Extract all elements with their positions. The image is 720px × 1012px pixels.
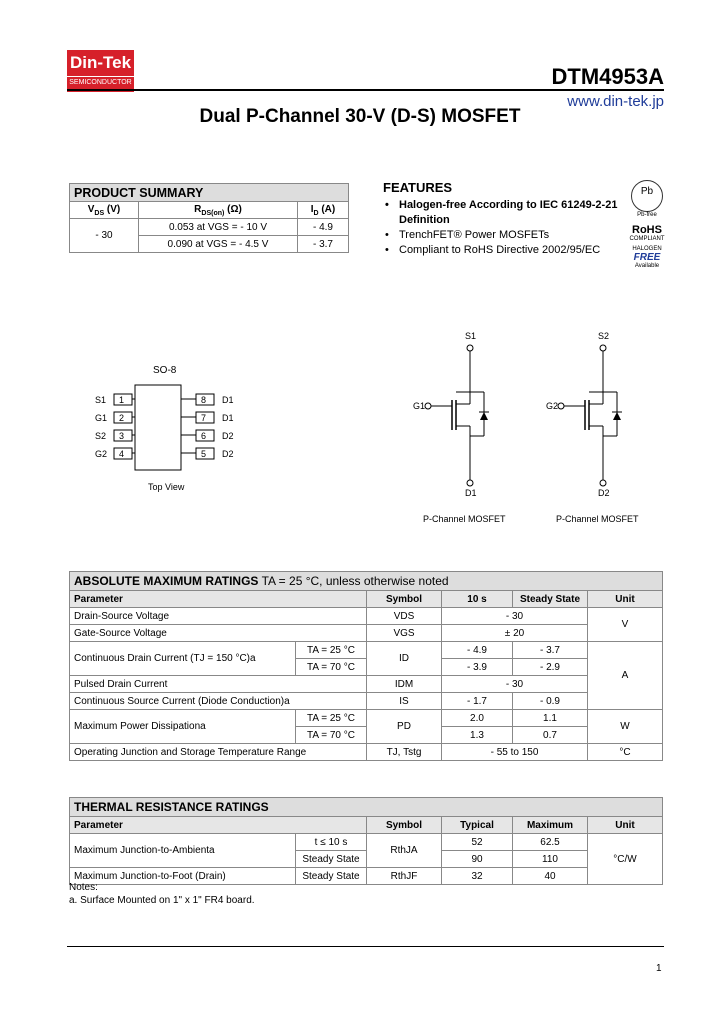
company-logo — [67, 50, 134, 92]
absolute-max-ratings-table — [69, 571, 663, 761]
pin-label: S1 — [95, 395, 107, 405]
pin-number: 8 — [201, 395, 207, 405]
symbol-cell: IS — [367, 693, 442, 710]
feature-item: • Halogen-free According to IEC 61249-2-21 Definition — [385, 198, 630, 228]
value-cell: 52 — [442, 834, 513, 851]
rds-value: 0.090 at VGS = - 4.5 V — [139, 236, 298, 253]
header-divider — [67, 89, 664, 91]
pin-number: 6 — [201, 431, 207, 441]
value-cell: - 2.9 — [513, 659, 588, 676]
pb-free-label: Pb-free — [637, 212, 657, 218]
symbol-cell: ID — [367, 642, 442, 676]
product-summary-table — [69, 183, 349, 253]
website-link[interactable]: www.din-tek.jp — [567, 93, 664, 110]
col-typical: Typical — [442, 817, 513, 834]
unit-cell: A — [588, 642, 663, 710]
value-cell: - 55 to 150 — [442, 744, 588, 761]
features-heading: FEATURES — [383, 180, 453, 195]
value-cell: - 30 — [442, 608, 588, 625]
pb-free-icon: Pb — [631, 180, 663, 212]
pin-label: D2 — [222, 431, 234, 441]
pin-label: G2 — [95, 449, 108, 459]
symbol-cell: VDS — [367, 608, 442, 625]
col-maximum: Maximum — [513, 817, 588, 834]
value-cell: - 1.7 — [442, 693, 513, 710]
feature-item: • Compliant to RoHS Directive 2002/95/EC — [385, 243, 630, 258]
cond-cell: TA = 70 °C — [296, 727, 367, 744]
symbol-cell: IDM — [367, 676, 442, 693]
available-label: Available — [634, 263, 660, 269]
param-cell: Maximum Junction-to-Foot (Drain) — [70, 868, 296, 885]
product-summary-heading: PRODUCT SUMMARY — [70, 184, 349, 202]
footer-divider — [67, 946, 664, 947]
rohs-badge — [628, 180, 666, 269]
notes — [69, 881, 255, 907]
pin-number: 7 — [201, 413, 207, 423]
cond-cell: Steady State — [296, 868, 367, 885]
package-title: SO-8 — [153, 365, 177, 376]
free-label: FREE — [633, 252, 661, 263]
note-a: a. Surface Mounted on 1" x 1" FR4 board. — [69, 895, 255, 906]
param-cell: Gate-Source Voltage — [70, 625, 367, 642]
unit-cell: °C/W — [588, 834, 663, 885]
drain-label: D2 — [598, 488, 610, 498]
pin-label: D1 — [222, 413, 234, 423]
features-list — [385, 198, 630, 258]
param-cell: Continuous Drain Current (TJ = 150 °C)a — [70, 642, 296, 676]
param-cell: Continuous Source Current (Diode Conduction)a — [70, 693, 367, 710]
value-cell: 1.3 — [442, 727, 513, 744]
value-cell: 2.0 — [442, 710, 513, 727]
param-cell: Drain-Source Voltage — [70, 608, 367, 625]
rds-value: 0.053 at VGS = - 10 V — [139, 219, 298, 236]
value-cell: ± 20 — [442, 625, 588, 642]
value-cell: 32 — [442, 868, 513, 885]
value-cell: 0.7 — [513, 727, 588, 744]
cond-cell: Steady State — [296, 851, 367, 868]
param-cell: Pulsed Drain Current — [70, 676, 367, 693]
thermal-heading: THERMAL RESISTANCE RATINGS — [70, 798, 663, 817]
col-parameter: Parameter — [70, 817, 367, 834]
vds-value: - 30 — [70, 219, 139, 253]
schematic-caption: P-Channel MOSFET — [556, 514, 639, 524]
value-cell: - 0.9 — [513, 693, 588, 710]
value-cell: 1.1 — [513, 710, 588, 727]
unit-cell: V — [588, 608, 663, 642]
value-cell: 62.5 — [513, 834, 588, 851]
symbol-cell: TJ, Tstg — [367, 744, 442, 761]
col-rds: $R_{DS(on)}$ (Ω) — [139, 202, 298, 219]
col-unit: Unit — [588, 817, 663, 834]
col-id: $I_D$ (A) — [298, 202, 349, 219]
value-cell: - 30 — [442, 676, 588, 693]
symbol-cell: RthJA — [367, 834, 442, 868]
compliant-label: COMPLIANT — [629, 236, 665, 242]
col-symbol: Symbol — [367, 591, 442, 608]
logo-text: Din-Tek — [69, 53, 132, 72]
pin-number: 5 — [201, 449, 207, 459]
pin-number: 3 — [119, 431, 125, 441]
thermal-resistance-table — [69, 797, 663, 885]
value-cell: - 3.9 — [442, 659, 513, 676]
unit-cell: °C — [588, 744, 663, 761]
unit-cell: W — [588, 710, 663, 744]
gate-label: G2 — [546, 401, 559, 411]
part-number: DTM4953A — [551, 64, 664, 89]
logo-subtext: SEMICONDUCTOR — [67, 76, 134, 86]
pin-number: 4 — [119, 449, 125, 459]
col-10s: 10 s — [442, 591, 513, 608]
gate-label: G1 — [413, 401, 426, 411]
pin-label: D1 — [222, 395, 234, 405]
value-cell: - 3.7 — [513, 642, 588, 659]
id-value: - 3.7 — [298, 236, 349, 253]
param-cell: Operating Junction and Storage Temperature Range — [70, 744, 367, 761]
cond-cell: TA = 25 °C — [296, 710, 367, 727]
rohs-label: RoHS — [632, 224, 662, 236]
col-unit: Unit — [588, 591, 663, 608]
pin-number: 2 — [119, 413, 125, 423]
pin-label: S2 — [95, 431, 107, 441]
col-parameter: Parameter — [70, 591, 367, 608]
page-number: 1 — [656, 963, 662, 974]
mosfet-schematic-1 — [400, 330, 510, 500]
col-vds: $V_{DS}$ (V) — [70, 202, 139, 219]
symbol-cell: PD — [367, 710, 442, 744]
symbol-cell: VGS — [367, 625, 442, 642]
col-steady: Steady State — [513, 591, 588, 608]
value-cell: 110 — [513, 851, 588, 868]
value-cell: - 4.9 — [442, 642, 513, 659]
package-view-label: Top View — [148, 482, 185, 492]
symbol-cell: RthJF — [367, 868, 442, 885]
pin-number: 1 — [119, 395, 125, 405]
param-cell: Maximum Power Dissipationa — [70, 710, 296, 744]
param-cell: Maximum Junction-to-Ambienta — [70, 834, 296, 868]
cond-cell: TA = 70 °C — [296, 659, 367, 676]
notes-label: Notes: — [69, 882, 98, 893]
value-cell: 90 — [442, 851, 513, 868]
drain-label: D1 — [465, 488, 477, 498]
source-label: S1 — [465, 331, 477, 341]
mosfet-schematic-2 — [533, 330, 643, 500]
abs-max-heading: ABSOLUTE MAXIMUM RATINGS TA = 25 °C, unless otherwise noted — [70, 572, 663, 591]
value-cell: 40 — [513, 868, 588, 885]
col-symbol: Symbol — [367, 817, 442, 834]
pin-label: D2 — [222, 449, 234, 459]
page-title: Dual P-Channel 30-V (D-S) MOSFET — [199, 106, 521, 127]
cond-cell: t ≤ 10 s — [296, 834, 367, 851]
id-value: - 4.9 — [298, 219, 349, 236]
cond-cell: TA = 25 °C — [296, 642, 367, 659]
pin-label: G1 — [95, 413, 108, 423]
source-label: S2 — [598, 331, 610, 341]
schematic-caption: P-Channel MOSFET — [423, 514, 506, 524]
halogen-label: HALOGEN — [632, 246, 662, 252]
feature-item: • TrenchFET® Power MOSFETs — [385, 228, 630, 243]
